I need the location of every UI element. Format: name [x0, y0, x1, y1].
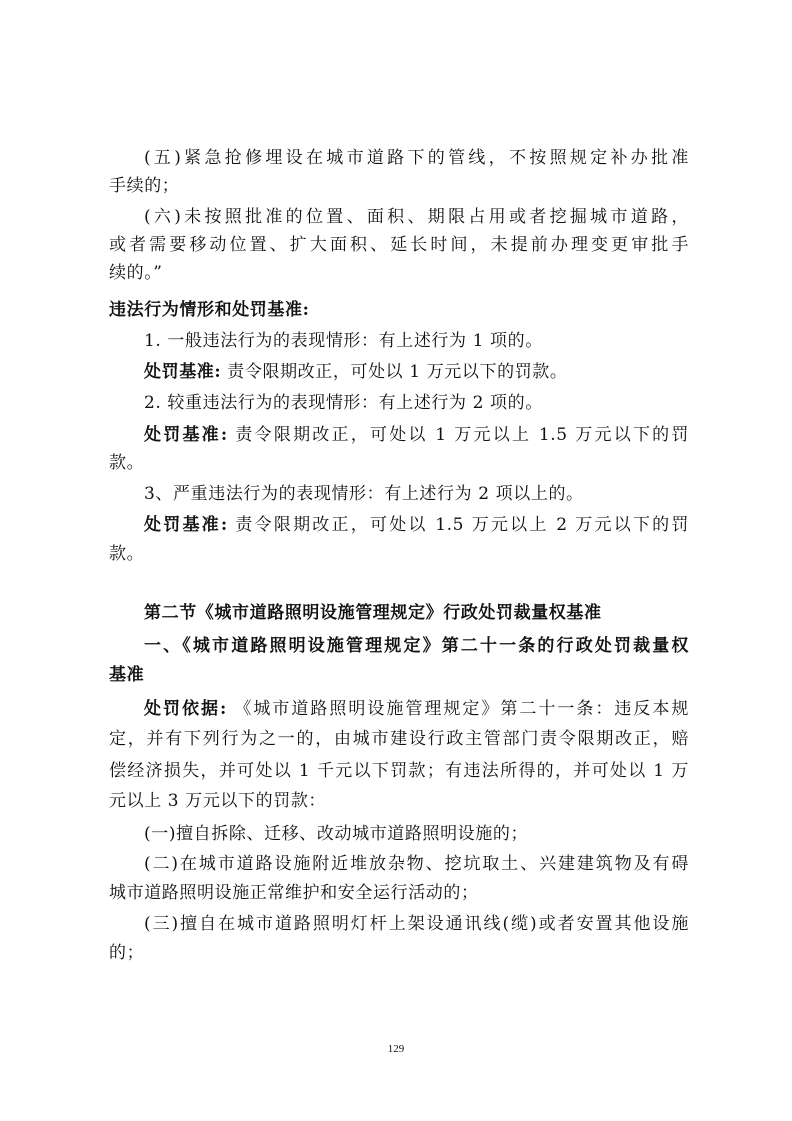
bold-label: 违法行为情形和处罚基准: — [109, 300, 310, 320]
text-line — [144, 603, 689, 623]
bold-label: 第二节《城市道路照明设施管理规定》行政处罚裁量权基准 — [144, 603, 602, 623]
text-span: 《城市道路照明设施管理规定》第二十一条：违反本规 — [226, 699, 690, 719]
text-span: 款。 — [109, 544, 145, 564]
text-line — [109, 453, 689, 473]
bold-label: 一、《城市道路照明设施管理规定》第二十一条的行政处罚裁量权 — [144, 636, 689, 656]
text-line — [109, 791, 689, 811]
text-span: 定，并有下列行为之一的，由城市建设行政主管部门责令限期改正，赔 — [109, 729, 689, 749]
bold-label: 处罚基准: — [144, 425, 228, 445]
bold-label: 基准 — [109, 665, 145, 685]
text-line — [144, 636, 689, 656]
text-span: 2. 较重违法行为的表现情形：有上述行为 2 项的。 — [144, 393, 543, 413]
text-line — [109, 761, 689, 781]
page-number: 129 — [387, 1043, 405, 1055]
text-span: (三)擅自在城市道路照明灯杆上架设通讯线(缆)或者安置其他设施 — [144, 914, 689, 934]
text-span: 偿经济损失，并可处以 1 千元以下罚款；有违法所得的，并可处以 1 万 — [109, 761, 689, 781]
text-line — [109, 263, 689, 283]
text-span: 城市道路照明设施正常维护和安全运行活动的； — [109, 883, 479, 903]
text-line — [144, 914, 689, 934]
text-span: (五)紧急抢修埋设在城市道路下的管线，不按照规定补办批准 — [144, 148, 689, 168]
text-span: (一)擅自拆除、迁移、改动城市道路照明设施的； — [144, 824, 529, 844]
text-line — [109, 235, 689, 255]
text-span: 的； — [109, 943, 145, 963]
text-span: 元以上 3 万元以下的罚款： — [109, 791, 327, 811]
text-span: 责令限期改正，可处以 1 万元以上 1.5 万元以下的罚 — [227, 425, 689, 445]
text-line — [109, 300, 689, 320]
text-line — [144, 484, 689, 504]
text-span: (二)在城市道路设施附近堆放杂物、挖坑取土、兴建建筑物及有碍 — [144, 854, 689, 874]
text-line — [144, 207, 689, 227]
text-line — [144, 393, 689, 413]
text-span: 或者需要移动位置、扩大面积、延长时间，未提前办理变更审批手 — [109, 235, 689, 255]
text-line — [144, 425, 689, 445]
text-line — [144, 331, 689, 351]
text-span: 手续的； — [109, 176, 180, 196]
text-line — [144, 515, 689, 535]
text-span: 3、严重违法行为的表现情形：有上述行为 2 项以上的。 — [144, 484, 584, 504]
bold-label: 处罚基准: — [144, 515, 228, 535]
text-line — [144, 854, 689, 874]
text-span: 责令限期改正，可处以 1.5 万元以上 2 万元以下的罚 — [227, 515, 689, 535]
text-line — [109, 544, 689, 564]
text-span: 续的。” — [109, 263, 163, 283]
text-span: 1. 一般违法行为的表现情形：有上述行为 1 项的。 — [144, 331, 543, 351]
text-line — [144, 699, 689, 719]
bold-label: 处罚依据: — [144, 699, 227, 719]
text-line — [109, 883, 689, 903]
text-line — [109, 943, 689, 963]
text-line — [109, 176, 689, 196]
text-span: 责令限期改正，可处以 1 万元以下的罚款。 — [221, 362, 568, 382]
text-line — [109, 665, 689, 685]
text-line — [144, 148, 689, 168]
bold-label: 处罚基准: — [144, 362, 222, 382]
text-line — [144, 824, 689, 844]
text-span: (六)未按照批准的位置、面积、期限占用或者挖掘城市道路， — [144, 207, 689, 227]
text-span: 款。 — [109, 453, 145, 473]
text-line — [109, 729, 689, 749]
text-line — [144, 362, 689, 382]
